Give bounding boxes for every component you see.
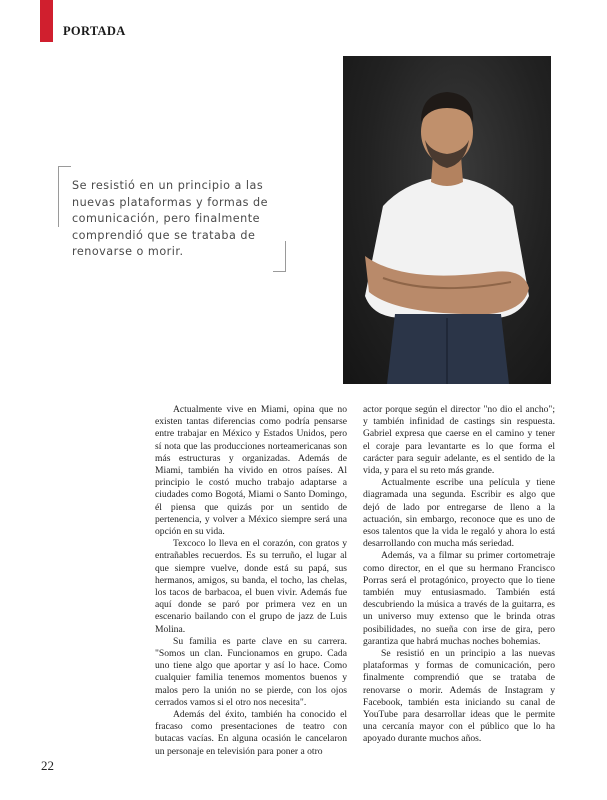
frame-corner-top-left (58, 166, 71, 227)
section-accent-bar (40, 0, 53, 42)
article-column-right (363, 404, 555, 746)
page-number: 22 (41, 758, 54, 773)
article-column-left (155, 404, 347, 758)
paragraph: Su familia es parte clave en su carrera. "Somos un clan. Funcionamos en grupo. Cada uno tiene algo que aportar y así lo hace. Como cualquier familia tenemos momentos buenos y malos pero la unión no se pierde, con los ojos cerrados vamos si el otro nos necesita". (155, 635, 347, 708)
paragraph: Texcoco lo lleva en el corazón, con gratos y entrañables recuerdos. Es su terruño, el lugar al que siempre vuelve, donde está su papá, sus hermanos, amigos, su banda, el tocho, las chelas, los tacos de barbacoa, el buen vivir. Además fue aquí donde se paró por primera vez en un escenario bailando con el grupo de jazz de Luis Molina. (155, 538, 347, 635)
portrait-illustration (343, 56, 551, 384)
paragraph: Además del éxito, también ha conocido el fracaso como presentaciones de teatro con butacas vacías. En alguna ocasión le cancelaron un personaje en televisión para poner a otro (155, 709, 347, 757)
paragraph: Actualmente escribe una película y tiene diagramada una segunda. Escribir es algo que dejó de lado por entregarse de lleno a la actuación, sin embargo, reconoce que es uno de esos talentos que la vida le regaló y ahora lo está desarrollando con mucha más seriedad. (363, 477, 555, 550)
paragraph: Además, va a filmar su primer cortometraje como director, en el que su hermano Francisco Porras será el protagónico, proyecto que lo tiene también muy entusiasmado. También está descubriendo la música a través de la guitarra, es un universo muy extenso que le brinda otras posibilidades, no sueña con irse de gira, pero garantiza que habrá muchas noches bohemias. (363, 550, 555, 647)
paragraph-continuation: actor porque según el director "no dio el ancho"; y también infinidad de castings sin respuesta. Gabriel expresa que caerse en el camino y tener el coraje para levantarte es lo que forma el carácter para seguir adelante, es el sentido de la vida, y para el su reto más grande. (363, 404, 555, 477)
pull-quote: Se resistió en un principio a las nuevas plataformas y formas de comunicación, pero finalmente comprendió que se trataba de renovarse o morir. (72, 179, 269, 258)
paragraph: Actualmente vive en Miami, opina que no existen tantas diferencias como podría pensarse entre trabajar en México y Estados Unidos, pero sí nota que las producciones norteamericanas son más estructuras y organizadas. Además de Miami, también ha vivido en otros países. Al principio le costó mucho trabajo adaptarse a ciudades como Bogotá, Miami o Santo Domingo, él piensa que quizás por un sentido de pertenencia, y volver a México siempre será una opción en su vida. (155, 404, 347, 538)
portrait-photo (343, 56, 551, 384)
section-label: PORTADA (63, 24, 126, 38)
paragraph: Se resistió en un principio a las nuevas plataformas y formas de comunicación, pero finalmente comprendió que se trataba de renovarse o morir. Además de Instagram y Facebook, también esta iniciando su canal de YouTube para desarrollar ideas que le permite una cercanía mayor con el público que lo ha apoyado durante muchos años. (363, 648, 555, 745)
